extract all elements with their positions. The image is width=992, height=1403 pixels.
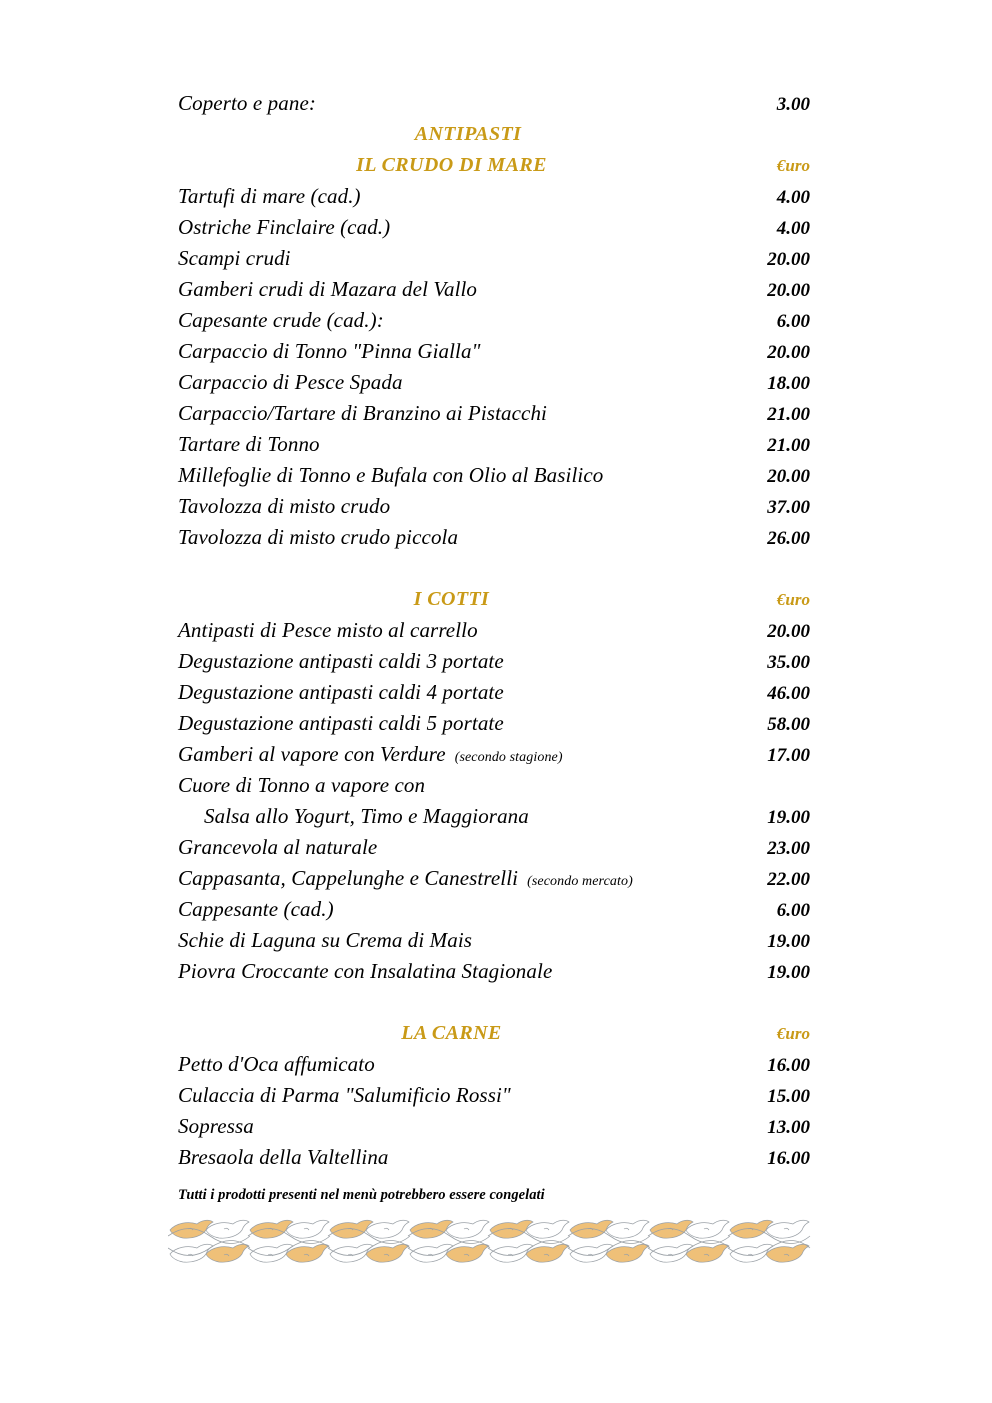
menu-item-price: 35.00 bbox=[767, 652, 810, 673]
menu-item-name: Scampi crudi bbox=[178, 246, 291, 270]
menu-item-row bbox=[178, 274, 810, 305]
menu-item-price: 4.00 bbox=[776, 187, 810, 208]
menu-item-name: Degustazione antipasti caldi 5 portate bbox=[178, 711, 504, 735]
menu-item-name-wrap bbox=[178, 770, 425, 801]
menu-item-row bbox=[178, 522, 810, 553]
menu-item-row bbox=[178, 367, 810, 398]
menu-item-name-wrap bbox=[178, 739, 563, 773]
menu-item-name-wrap bbox=[178, 336, 481, 367]
menu-item-price: 23.00 bbox=[767, 838, 810, 859]
menu-item-row bbox=[178, 832, 810, 863]
menu-item-name-wrap bbox=[178, 863, 633, 897]
menu-item-name-wrap bbox=[178, 522, 458, 553]
section-gap bbox=[178, 987, 810, 1018]
menu-item-name-wrap bbox=[178, 615, 478, 646]
section-gap bbox=[178, 553, 810, 584]
cover-charge-label: Coperto e pane: bbox=[178, 91, 316, 115]
menu-item-name: Degustazione antipasti caldi 4 portate bbox=[178, 680, 504, 704]
menu-item-row bbox=[178, 181, 810, 212]
menu-item-name-wrap bbox=[178, 956, 552, 987]
menu-item-price: 15.00 bbox=[767, 1086, 810, 1107]
menu-item-row bbox=[178, 801, 810, 832]
menu-item-name: Gamberi al vapore con Verdure bbox=[178, 742, 446, 766]
section-header bbox=[178, 150, 810, 181]
menu-item-name: Bresaola della Valtellina bbox=[178, 1145, 389, 1169]
menu-item-name: Sopressa bbox=[178, 1114, 254, 1138]
menu-item-name-wrap bbox=[178, 1142, 389, 1173]
menu-item-price: 20.00 bbox=[767, 342, 810, 363]
footnote: Tutti i prodotti presenti nel menù potrebbero essere congelati bbox=[178, 1187, 545, 1203]
menu-item-row bbox=[178, 677, 810, 708]
menu-item-row bbox=[178, 894, 810, 925]
menu-item-row bbox=[178, 925, 810, 956]
menu-item-price: 6.00 bbox=[776, 900, 810, 921]
menu-item-price: 20.00 bbox=[767, 621, 810, 642]
menu-item-price: 4.00 bbox=[776, 218, 810, 239]
menu-item-name-wrap bbox=[178, 460, 603, 491]
menu-item-price: 18.00 bbox=[767, 373, 810, 394]
menu-item-price: 6.00 bbox=[776, 311, 810, 332]
menu-item-row bbox=[178, 1080, 810, 1111]
menu-item-price: 17.00 bbox=[767, 745, 810, 766]
menu-item-row bbox=[178, 212, 810, 243]
menu-item-price: 20.00 bbox=[767, 249, 810, 270]
menu-item-price: 19.00 bbox=[767, 931, 810, 952]
cover-charge-price: 3.00 bbox=[776, 94, 810, 115]
menu-item-row bbox=[178, 646, 810, 677]
menu-item-price: 20.00 bbox=[767, 280, 810, 301]
menu-item-name: Tartare di Tonno bbox=[178, 432, 320, 456]
menu-item-price: 37.00 bbox=[767, 497, 810, 518]
menu-item-name-wrap bbox=[178, 708, 504, 739]
menu-item-name: Tartufi di mare (cad.) bbox=[178, 184, 361, 208]
menu-item-name: Salsa allo Yogurt, Timo e Maggiorana bbox=[204, 804, 529, 828]
menu-item-row bbox=[178, 491, 810, 522]
menu-item-price: 13.00 bbox=[767, 1117, 810, 1138]
menu-item-price: 21.00 bbox=[767, 404, 810, 425]
menu-item-note: (secondo stagione) bbox=[454, 750, 563, 765]
euro-column-label: €uro bbox=[776, 1024, 810, 1043]
menu-item-name: Capesante crude (cad.): bbox=[178, 308, 384, 332]
menu-item-name: Grancevola al naturale bbox=[178, 835, 378, 859]
menu-item-name: Petto d'Oca affumicato bbox=[178, 1052, 375, 1076]
fish-border-icon bbox=[168, 1214, 813, 1270]
menu-item-price: 46.00 bbox=[767, 683, 810, 704]
menu-item-row bbox=[178, 398, 810, 429]
menu-item-price: 20.00 bbox=[767, 466, 810, 487]
menu-item-name-wrap bbox=[178, 181, 361, 212]
menu-item-name: Cuore di Tonno a vapore con bbox=[178, 773, 426, 797]
menu-item-name-wrap bbox=[178, 1049, 375, 1080]
menu-item-name: Gamberi crudi di Mazara del Vallo bbox=[178, 277, 478, 301]
menu-item-name-wrap bbox=[178, 646, 504, 677]
menu-item-row bbox=[178, 770, 810, 801]
section-title: I COTTI bbox=[413, 588, 490, 610]
menu-content bbox=[178, 88, 810, 1205]
menu-item-name: Tavolozza di misto crudo bbox=[178, 494, 391, 518]
menu-item-price: 21.00 bbox=[767, 435, 810, 456]
menu-item-row bbox=[178, 336, 810, 367]
menu-sections bbox=[178, 150, 810, 1173]
menu-item-name-wrap bbox=[178, 398, 547, 429]
page-title: ANTIPASTI bbox=[414, 123, 522, 145]
menu-item-name: Millefoglie di Tonno e Bufala con Olio al Basilico bbox=[178, 463, 604, 487]
menu-item-name-wrap bbox=[178, 491, 390, 522]
menu-item-name: Degustazione antipasti caldi 3 portate bbox=[178, 649, 504, 673]
menu-item-name-wrap bbox=[178, 1080, 511, 1111]
euro-column-label: €uro bbox=[776, 156, 810, 175]
menu-item-name: Cappasanta, Cappelunghe e Canestrelli bbox=[178, 866, 519, 890]
menu-item-row bbox=[178, 739, 810, 770]
menu-item-name-wrap bbox=[178, 305, 384, 336]
menu-item-name-wrap bbox=[178, 925, 472, 956]
menu-item-row bbox=[178, 1111, 810, 1142]
menu-item-name: Antipasti di Pesce misto al carrello bbox=[178, 618, 478, 642]
menu-item-price: 16.00 bbox=[767, 1055, 810, 1076]
menu-item-name-wrap bbox=[178, 894, 334, 925]
cover-charge-name-wrap bbox=[178, 88, 316, 119]
menu-item-row bbox=[178, 243, 810, 274]
section-header bbox=[178, 1018, 810, 1049]
menu-item-row bbox=[178, 615, 810, 646]
menu-item-row bbox=[178, 1142, 810, 1173]
section-header bbox=[178, 584, 810, 615]
section-title: LA CARNE bbox=[401, 1022, 502, 1044]
menu-item-price: 26.00 bbox=[767, 528, 810, 549]
cover-charge-row bbox=[178, 88, 810, 119]
menu-item-row bbox=[178, 708, 810, 739]
menu-item-name-wrap bbox=[178, 367, 403, 398]
section-title: IL CRUDO DI MARE bbox=[356, 154, 547, 176]
menu-item-note: (secondo mercato) bbox=[527, 874, 633, 889]
menu-item-price: 19.00 bbox=[767, 962, 810, 983]
menu-item-name-wrap bbox=[178, 1111, 254, 1142]
menu-item-row bbox=[178, 956, 810, 987]
menu-item-name: Tavolozza di misto crudo piccola bbox=[178, 525, 459, 549]
menu-item-name-wrap bbox=[178, 801, 529, 832]
menu-item-name-wrap bbox=[178, 832, 377, 863]
menu-item-row bbox=[178, 429, 810, 460]
menu-item-name: Piovra Croccante con Insalatina Stagionale bbox=[178, 959, 553, 983]
menu-item-name: Carpaccio/Tartare di Branzino ai Pistacchi bbox=[178, 401, 547, 425]
fish-border-decoration bbox=[168, 1214, 813, 1270]
menu-item-row bbox=[178, 305, 810, 336]
menu-item-price: 58.00 bbox=[767, 714, 810, 735]
menu-item-price: 16.00 bbox=[767, 1148, 810, 1169]
menu-item-name-wrap bbox=[178, 429, 320, 460]
menu-item-name-wrap bbox=[178, 274, 477, 305]
menu-item-name: Culaccia di Parma "Salumificio Rossi" bbox=[178, 1083, 511, 1107]
menu-item-price: 22.00 bbox=[767, 869, 810, 890]
menu-item-name: Cappesante (cad.) bbox=[178, 897, 334, 921]
menu-item-name: Schie di Laguna su Crema di Mais bbox=[178, 928, 473, 952]
menu-item-row bbox=[178, 460, 810, 491]
menu-item-row bbox=[178, 1049, 810, 1080]
menu-item-price: 19.00 bbox=[767, 807, 810, 828]
menu-item-name: Ostriche Finclaire (cad.) bbox=[178, 215, 391, 239]
menu-item-name: Carpaccio di Tonno "Pinna Gialla" bbox=[178, 339, 481, 363]
menu-item-name: Carpaccio di Pesce Spada bbox=[178, 370, 403, 394]
menu-item-row bbox=[178, 863, 810, 894]
menu-item-name-wrap bbox=[178, 677, 504, 708]
menu-item-name-wrap bbox=[178, 243, 291, 274]
menu-item-name-wrap bbox=[178, 212, 390, 243]
euro-column-label: €uro bbox=[776, 590, 810, 609]
